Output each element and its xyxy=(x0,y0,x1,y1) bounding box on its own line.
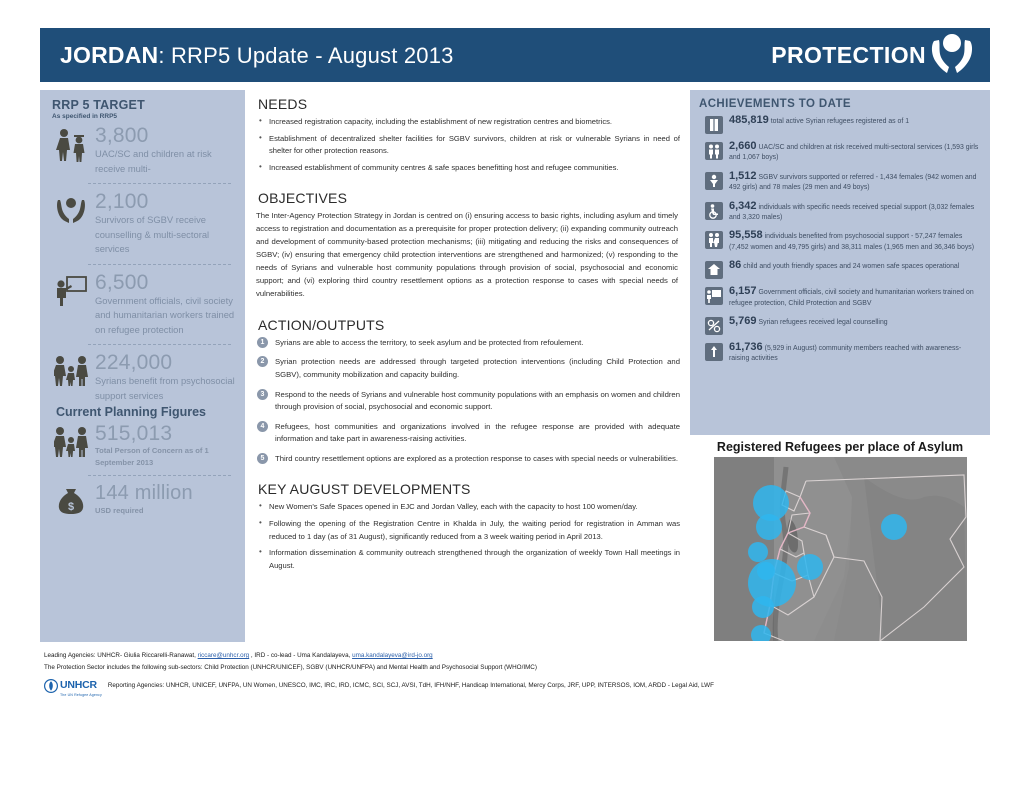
needs-list xyxy=(255,116,680,174)
step-text: Syrian protection needs are addressed through targeted protection interventions (including Child Protection and SGBV), community mobilization and capacity building. xyxy=(275,357,680,379)
step-number: 2 xyxy=(257,356,268,367)
teacher-whiteboard-icon xyxy=(54,271,88,312)
achievement-row xyxy=(699,115,981,134)
target-description: UAC/SC and children at risk receive multi- xyxy=(95,148,212,174)
divider xyxy=(88,344,231,345)
target-description: Government officials, civil society and humanitarian workers trained on refugee protection xyxy=(95,294,235,335)
family-group-icon xyxy=(54,351,88,392)
planning-figures-title: Current Planning Figures xyxy=(56,405,207,419)
target-stat xyxy=(52,189,235,257)
divider xyxy=(88,183,231,184)
leading-agencies-line xyxy=(44,650,990,662)
page-header xyxy=(40,28,990,82)
planning-stat xyxy=(52,481,235,521)
achievement-number: 6,157 xyxy=(729,285,757,298)
step-number: 4 xyxy=(257,421,268,432)
reporting-agencies-row xyxy=(44,675,990,697)
achievement-row xyxy=(699,286,981,309)
achievement-row xyxy=(699,201,981,224)
achievement-number: 86 xyxy=(729,259,742,272)
target-number: 6,500 xyxy=(95,270,149,294)
target-stat xyxy=(52,350,235,403)
sidebar-subtitle: As specified in RRP5 xyxy=(52,113,118,120)
achievement-text xyxy=(729,260,981,272)
achievement-row xyxy=(699,141,981,164)
house-icon xyxy=(705,261,723,279)
main-content xyxy=(255,96,680,576)
leading-agencies-prefix: Leading Agencies: UNHCR- Giulia Riccarelli-Ranawat, xyxy=(44,652,198,659)
map-title: Registered Refugees per place of Asylum xyxy=(716,440,964,454)
step-text: Third country resettlement options are explored as a protection response to cases with special needs or vulnerabilities. xyxy=(275,453,678,463)
achievement-detail: individuals with specific needs received special support (3,032 females and 3,320 males) xyxy=(729,203,975,222)
page-footer xyxy=(44,650,990,697)
list-item: • Following the opening of the Registration Centre in Khalda in July, the waiting period for registration in Amman was reduced to 1 day (as of 31 August), significantly reduced from a 3 week waiting period in April 2013. xyxy=(255,518,680,543)
map-section xyxy=(690,440,990,645)
planning-description: USD required xyxy=(95,506,144,516)
achievement-text xyxy=(729,171,981,194)
achievement-detail: Government officials, civil society and humanitarian workers trained on refugee protection, Child Protection and SGBV xyxy=(729,289,974,307)
achievement-number: 61,736 xyxy=(729,341,763,354)
list-item: • New Women's Safe Spaces opened in EJC and Jordan Valley, each with the capacity to host 100 women/day. xyxy=(255,501,680,514)
step-number: 5 xyxy=(257,453,268,464)
planning-stat xyxy=(52,421,235,468)
achievement-detail: individuals benefited from psychosocial support - 57,247 females (7,452 women and 49,795 girls) and 38,311 males (1,965 men and 36,346 boys) xyxy=(729,233,975,251)
map-bubble xyxy=(797,554,823,580)
list-item xyxy=(255,337,680,350)
achievement-detail: SGBV survivors supported or referred - 1,434 females (942 women and 492 girls) and 78 males (29 men and 49 boys) xyxy=(729,173,977,192)
planning-number: 515,013 xyxy=(95,422,173,445)
planning-description: Total Person of Concern as of 1 September 2013 xyxy=(95,446,209,467)
sector-branding xyxy=(771,31,976,80)
achievement-detail: UAC/SC and children at risk received multi-sectoral services (1,593 girls and 1,067 boys) xyxy=(729,144,979,162)
achievement-number: 2,660 xyxy=(729,140,757,152)
target-number: 3,800 xyxy=(95,124,149,147)
reporting-agencies-line: Reporting Agencies: UNHCR, UNICEF, UNFPA, UN Women, UNESCO, IMC, IRC, IRD, ICMC, SCI, SCJ, AVSI, TdH, IFH/NHF, Handicap International, Mercy Corps, JRF, UPP, INTERSOS, IOM, ARDD - Legal Aid, LWF xyxy=(107,681,714,689)
actions-heading: ACTION/OUTPUTS xyxy=(258,316,385,333)
report-subtitle: : RRP5 Update - August 2013 xyxy=(158,42,454,68)
divider xyxy=(88,475,231,476)
achievement-number: 6,342 xyxy=(729,199,757,212)
list-item: • Establishment of decentralized shelter facilities for SGBV survivors, children at risk or vulnerable Syrians in need of shelter for other protection reasons. xyxy=(255,133,680,158)
unhcr-wordmark: UNHCR xyxy=(60,678,97,691)
map-bubble xyxy=(748,542,768,562)
person-shield-icon xyxy=(705,172,723,190)
hands-holding-person-icon xyxy=(54,190,88,229)
achievement-text xyxy=(729,342,981,365)
achievement-number: 485,819 xyxy=(729,114,769,126)
achievement-detail: total active Syrian refugees registered as of 1 xyxy=(770,118,910,125)
money-bag-icon xyxy=(54,482,88,521)
achievements-panel xyxy=(690,90,990,435)
list-item: • Increased establishment of community centres & safe spaces benefitting host and refugee communities. xyxy=(255,162,680,175)
sector-label: PROTECTION xyxy=(771,41,926,68)
achievement-number: 1,512 xyxy=(729,169,757,182)
door-icon xyxy=(705,116,723,134)
achievement-row xyxy=(699,316,981,335)
divider xyxy=(88,264,231,265)
svg-text:$: $ xyxy=(67,501,75,514)
step-number: 1 xyxy=(257,337,268,348)
actions-list xyxy=(255,337,680,466)
target-stat xyxy=(52,123,235,176)
list-item xyxy=(255,421,680,446)
target-number: 224,000 xyxy=(95,351,173,374)
list-item: • Information dissemination & community outreach strengthened through the organization of weekly Town Hall meetings in August. xyxy=(255,547,680,572)
achievement-number: 5,769 xyxy=(729,315,757,328)
list-item xyxy=(255,389,680,414)
email-link-1[interactable]: riccare@unhcr.org xyxy=(197,652,250,659)
country-name: JORDAN xyxy=(60,41,159,68)
family-group-icon xyxy=(54,422,88,463)
list-item xyxy=(255,356,680,381)
page-title xyxy=(60,42,454,69)
achievement-row xyxy=(699,342,981,365)
objectives-text: The Inter-Agency Protection Strategy in Jordan is centred on (i) ensuring access to basic rights, including asylum and timely access to registration and documentation as a prerequisite for proper protection delivery; (ii) expanding community outreach and development of community-based protection mechanisms; (iii) mitigating and reducing the risks and consequences of SGBV; (iv) ensuring that emergency child protection interventions are strengthened and harmonized; (v) responding to the needs of Syrians and vulnerable host community populations through provision of social, psychosocial and economic support; and (vi) exploring third country resettlement options as a protection response to cases with special needs of vulnerabilities. xyxy=(256,211,678,298)
unhcr-tagline: The UN Refugee Agency xyxy=(60,692,102,697)
achievement-row xyxy=(699,230,981,253)
map-bubble xyxy=(752,596,774,618)
achievement-text xyxy=(729,141,981,164)
sidebar-title: RRP 5 TARGET xyxy=(52,98,145,112)
achievement-number: 95,558 xyxy=(729,229,763,242)
needs-heading: NEEDS xyxy=(258,96,308,112)
achievement-text xyxy=(729,230,981,253)
objectives-heading: OBJECTIVES xyxy=(258,190,348,207)
target-number: 2,100 xyxy=(95,190,149,213)
list-item xyxy=(255,453,680,466)
developments-list xyxy=(255,501,680,572)
legal-scales-icon xyxy=(705,317,723,335)
sub-sectors-line: The Protection Sector includes the following sub-sectors: Child Protection (UNHCR/UNICEF), SGBV (UNHCR/UNFPA) and Mental Health and Psychosocial Support (WHO/IMC) xyxy=(44,663,537,671)
achievement-row xyxy=(699,260,981,279)
step-text: Refugees, host communities and organizations involved in the refugee response are provided with adequate information and take part in awareness-raising activities. xyxy=(275,421,680,444)
achievement-text xyxy=(729,201,981,224)
step-text: Syrians are able to access the territory, to seek asylum and be protected from refoulement. xyxy=(275,337,584,347)
unhcr-emblem-icon xyxy=(44,679,58,693)
map-svg xyxy=(714,457,967,641)
list-item: • Increased registration capacity, including the establishment of new registration centres and biometrics. xyxy=(255,116,680,129)
megaphone-icon xyxy=(705,343,723,361)
two-adults-icon xyxy=(705,231,723,249)
achievement-text xyxy=(729,115,981,127)
map-bubble xyxy=(881,514,907,540)
achievement-text xyxy=(729,316,981,328)
target-stat xyxy=(52,270,235,338)
map-bubble xyxy=(756,514,782,540)
developments-heading: KEY AUGUST DEVELOPMENTS xyxy=(258,481,471,498)
presentation-icon xyxy=(705,287,723,305)
email-link-2[interactable]: uma.kandalayeva@ird-jo.org xyxy=(352,652,433,659)
wheelchair-icon xyxy=(705,202,723,220)
woman-and-child-icon xyxy=(54,124,88,167)
achievement-detail: child and youth friendly spaces and 24 women safe spaces operational xyxy=(743,263,960,271)
jordan-refugee-map xyxy=(714,457,967,641)
rrp5-target-sidebar xyxy=(40,90,245,642)
achievement-detail: Syrian refugees received legal counselling xyxy=(758,319,888,327)
achievement-text xyxy=(729,286,981,309)
planning-number: 144 million xyxy=(95,482,193,505)
achievements-title: ACHIEVEMENTS TO DATE xyxy=(699,98,851,110)
target-description: Survivors of SGBV receive counselling & multi-sectoral services xyxy=(95,214,210,254)
achievement-detail: (5,929 in August) community members reached with awareness-raising activities xyxy=(729,345,962,363)
target-description: Syrians benefit from psychosocial support services xyxy=(95,375,235,401)
protection-hands-icon xyxy=(928,31,976,80)
achievement-row xyxy=(699,171,981,194)
step-number: 3 xyxy=(257,389,268,400)
step-text: Respond to the needs of Syrians and vulnerable host community populations with an emphasis on women and children through provision of social, psychosocial and economic support. xyxy=(275,389,680,412)
two-people-icon xyxy=(705,142,723,160)
leading-agencies-mid: , IRD - co-lead - Uma Kandalayeva, xyxy=(249,652,353,659)
unhcr-logo xyxy=(44,675,102,697)
